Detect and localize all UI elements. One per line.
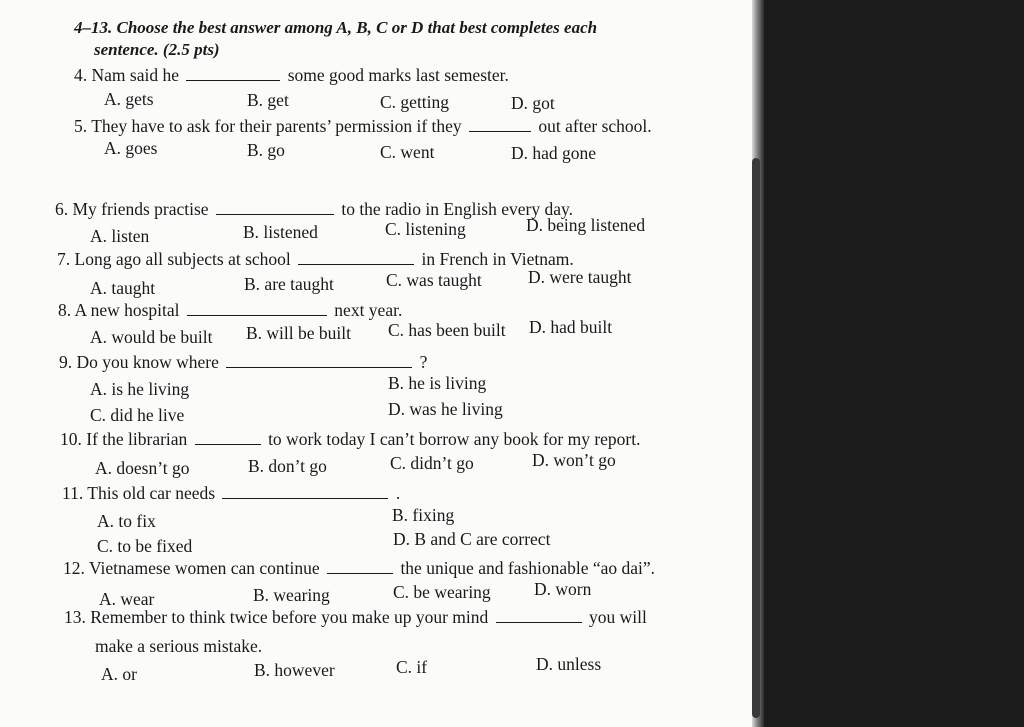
option-6a: A. listen xyxy=(90,226,150,246)
question-stem-end: some good marks last semester. xyxy=(287,65,509,85)
question-stem-end: next year. xyxy=(334,300,403,320)
question-number: 12. xyxy=(63,558,85,578)
option-9d: D. was he living xyxy=(388,399,503,419)
question-13-continuation: make a serious mistake. xyxy=(95,636,263,656)
option-10b: B. don’t go xyxy=(248,456,327,476)
question-stem: Vietnamese women can continue xyxy=(88,558,320,578)
question-number: 13. xyxy=(64,607,86,627)
option-13a: A. or xyxy=(101,664,137,684)
answer-blank xyxy=(226,352,412,368)
question-number: 9. xyxy=(59,352,73,372)
option-4b: B. get xyxy=(247,90,289,110)
option-12a: A. wear xyxy=(99,589,155,609)
answer-blank xyxy=(496,607,582,623)
option-6b: B. listened xyxy=(243,222,318,242)
question-stem: A new hospital xyxy=(74,300,180,320)
question-stem: My friends practise xyxy=(72,199,209,219)
question-10 xyxy=(60,429,641,449)
option-5c: C. went xyxy=(380,142,435,162)
question-8 xyxy=(58,300,402,320)
vertical-scrollbar[interactable] xyxy=(752,158,760,718)
question-6 xyxy=(55,199,573,219)
question-stem: Nam said he xyxy=(91,65,179,85)
option-10d: D. won’t go xyxy=(532,450,616,470)
question-13 xyxy=(64,607,647,627)
question-stem: Do you know where xyxy=(76,352,219,372)
instructions-line-2: sentence. (2.5 pts) xyxy=(94,40,220,59)
question-number: 5. xyxy=(74,116,88,136)
option-11b: B. fixing xyxy=(392,505,455,525)
answer-blank xyxy=(298,249,414,265)
option-11d: D. B and C are correct xyxy=(393,529,551,549)
option-5a: A. goes xyxy=(104,138,158,158)
option-9b: B. he is living xyxy=(388,373,487,393)
answer-blank xyxy=(186,65,280,81)
option-12c: C. be wearing xyxy=(393,582,491,602)
question-stem: Long ago all subjects at school xyxy=(74,249,291,269)
question-7 xyxy=(57,249,574,269)
question-stem-end: to the radio in English every day. xyxy=(341,199,573,219)
option-12d: D. worn xyxy=(534,579,592,599)
answer-blank xyxy=(187,300,327,316)
option-9c: C. did he live xyxy=(90,405,185,425)
question-stem: They have to ask for their parents’ permission if they xyxy=(91,116,462,136)
instructions-line-1: 4–13. Choose the best answer among A, B, C or D that best completes each xyxy=(74,18,598,37)
option-6d: D. being listened xyxy=(526,215,646,235)
answer-blank xyxy=(327,558,393,574)
option-8b: B. will be built xyxy=(246,323,351,343)
question-number: 11. xyxy=(62,483,84,503)
option-5b: B. go xyxy=(247,140,285,160)
question-stem-end: the unique and fashionable “ao dai”. xyxy=(400,558,656,578)
question-stem: Remember to think twice before you make up your mind xyxy=(90,607,489,627)
option-13b: B. however xyxy=(254,660,335,680)
option-7b: B. are taught xyxy=(244,274,334,294)
option-7c: C. was taught xyxy=(386,270,482,290)
question-12 xyxy=(63,558,655,578)
option-5d: D. had gone xyxy=(511,143,597,163)
question-9 xyxy=(59,352,427,372)
option-13c: C. if xyxy=(396,657,428,677)
answer-blank xyxy=(216,199,334,215)
question-number: 4. xyxy=(74,65,88,85)
answer-blank xyxy=(222,483,388,499)
option-4a: A. gets xyxy=(104,89,154,109)
option-13d: D. unless xyxy=(536,654,602,674)
option-11c: C. to be fixed xyxy=(97,536,193,556)
question-stem-end: ? xyxy=(419,352,428,372)
option-6c: C. listening xyxy=(385,219,466,239)
option-10c: C. didn’t go xyxy=(390,453,474,473)
question-number: 6. xyxy=(55,199,69,219)
option-4d: D. got xyxy=(511,93,555,113)
option-4c: C. getting xyxy=(380,92,450,112)
option-8d: D. had built xyxy=(529,317,613,337)
option-7d: D. were taught xyxy=(528,267,632,287)
answer-blank xyxy=(195,429,261,445)
option-9a: A. is he living xyxy=(90,379,190,399)
question-5 xyxy=(74,116,652,136)
option-8c: C. has been built xyxy=(388,320,506,340)
question-stem-end: to work today I can’t borrow any book for my report. xyxy=(268,429,641,449)
option-12b: B. wearing xyxy=(253,585,330,605)
question-stem-end: . xyxy=(395,483,401,503)
question-11 xyxy=(62,483,400,503)
option-11a: A. to fix xyxy=(97,511,156,531)
question-number: 8. xyxy=(58,300,72,320)
option-10a: A. doesn’t go xyxy=(95,458,190,478)
question-4 xyxy=(74,65,509,85)
question-stem-end: you will xyxy=(589,607,647,627)
option-8a: A. would be built xyxy=(90,327,213,347)
question-stem-end: out after school. xyxy=(538,116,652,136)
question-stem: This old car needs xyxy=(87,483,216,503)
question-stem: If the librarian xyxy=(86,429,188,449)
option-7a: A. taught xyxy=(90,278,156,298)
question-number: 10. xyxy=(60,429,82,449)
question-stem-end: in French in Vietnam. xyxy=(421,249,574,269)
question-number: 7. xyxy=(57,249,71,269)
answer-blank xyxy=(469,116,531,132)
